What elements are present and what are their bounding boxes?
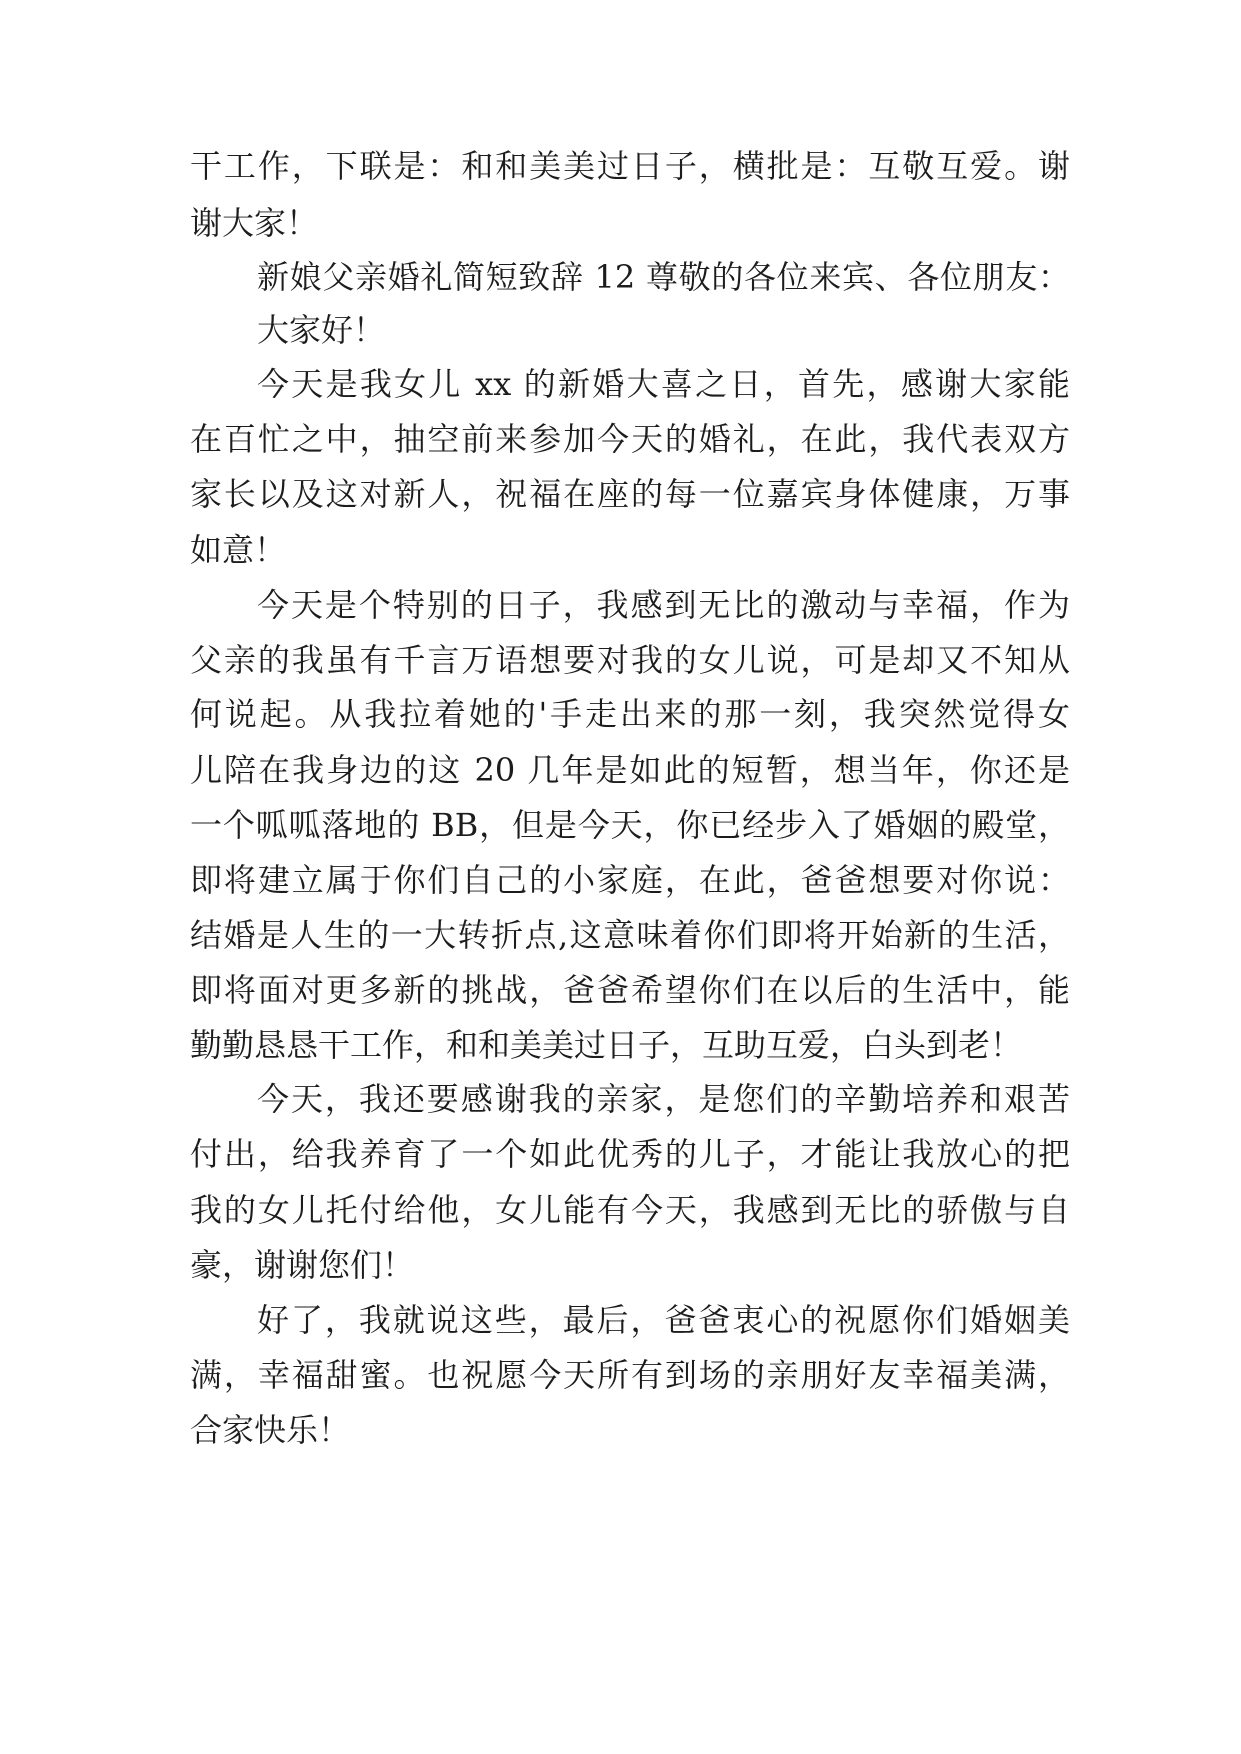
body-text-line: 我的女儿托付给他，女儿能有今天，我感到无比的骄傲与自	[190, 1191, 1070, 1229]
body-text-line: 今天，我还要感谢我的亲家，是您们的辛勤培养和艰苦	[257, 1080, 1070, 1118]
body-text-line: 谢大家！	[190, 204, 319, 242]
body-text-line: 即将建立属于你们自己的小家庭，在此，爸爸想要对你说：	[190, 861, 1070, 899]
body-text-line: 一个呱呱落地的 BB，但是今天，你已经步入了婚姻的殿堂，	[190, 806, 1070, 844]
body-text-line: 满，幸福甜蜜。也祝愿今天所有到场的亲朋好友幸福美满，	[190, 1356, 1070, 1394]
body-text-line: 今天是我女儿 xx 的新婚大喜之日，首先，感谢大家能	[257, 365, 1070, 403]
body-text-line: 在百忙之中，抽空前来参加今天的婚礼，在此，我代表双方	[190, 420, 1070, 458]
body-text-line: 好了，我就说这些，最后，爸爸衷心的祝愿你们婚姻美	[257, 1301, 1070, 1339]
body-text-line: 干工作，下联是：和和美美过日子，横批是：互敬互爱。谢	[190, 147, 1070, 185]
body-text-line: 结婚是人生的一大转折点,这意味着你们即将开始新的生活，	[190, 916, 1070, 954]
body-text-line: 今天是个特别的日子，我感到无比的激动与幸福，作为	[257, 586, 1070, 624]
body-text-line: 勤勤恳恳干工作，和和美美过日子，互助互爱，白头到老！	[190, 1026, 1023, 1064]
body-text-line: 何说起。从我拉着她的'手走出来的那一刻，我突然觉得女	[190, 695, 1070, 733]
body-text-line: 儿陪在我身边的这 20 几年是如此的短暂，想当年，你还是	[190, 751, 1070, 789]
greeting-line: 大家好！	[257, 311, 386, 349]
body-text-line: 合家快乐！	[190, 1411, 351, 1449]
body-text-line: 家长以及这对新人，祝福在座的每一位嘉宾身体健康，万事	[190, 475, 1070, 513]
body-text-line: 付出，给我养育了一个如此优秀的儿子，才能让我放心的把	[190, 1135, 1070, 1173]
body-text-line: 豪，谢谢您们！	[190, 1246, 415, 1284]
body-text-line: 如意！	[190, 531, 287, 569]
body-text-line: 父亲的我虽有千言万语想要对我的女儿说，可是却又不知从	[190, 641, 1070, 679]
body-text-line: 即将面对更多新的挑战，爸爸希望你们在以后的生活中，能	[190, 971, 1070, 1009]
section-heading-line: 新娘父亲婚礼简短致辞 12 尊敬的各位来宾、各位朋友：	[257, 258, 1070, 296]
